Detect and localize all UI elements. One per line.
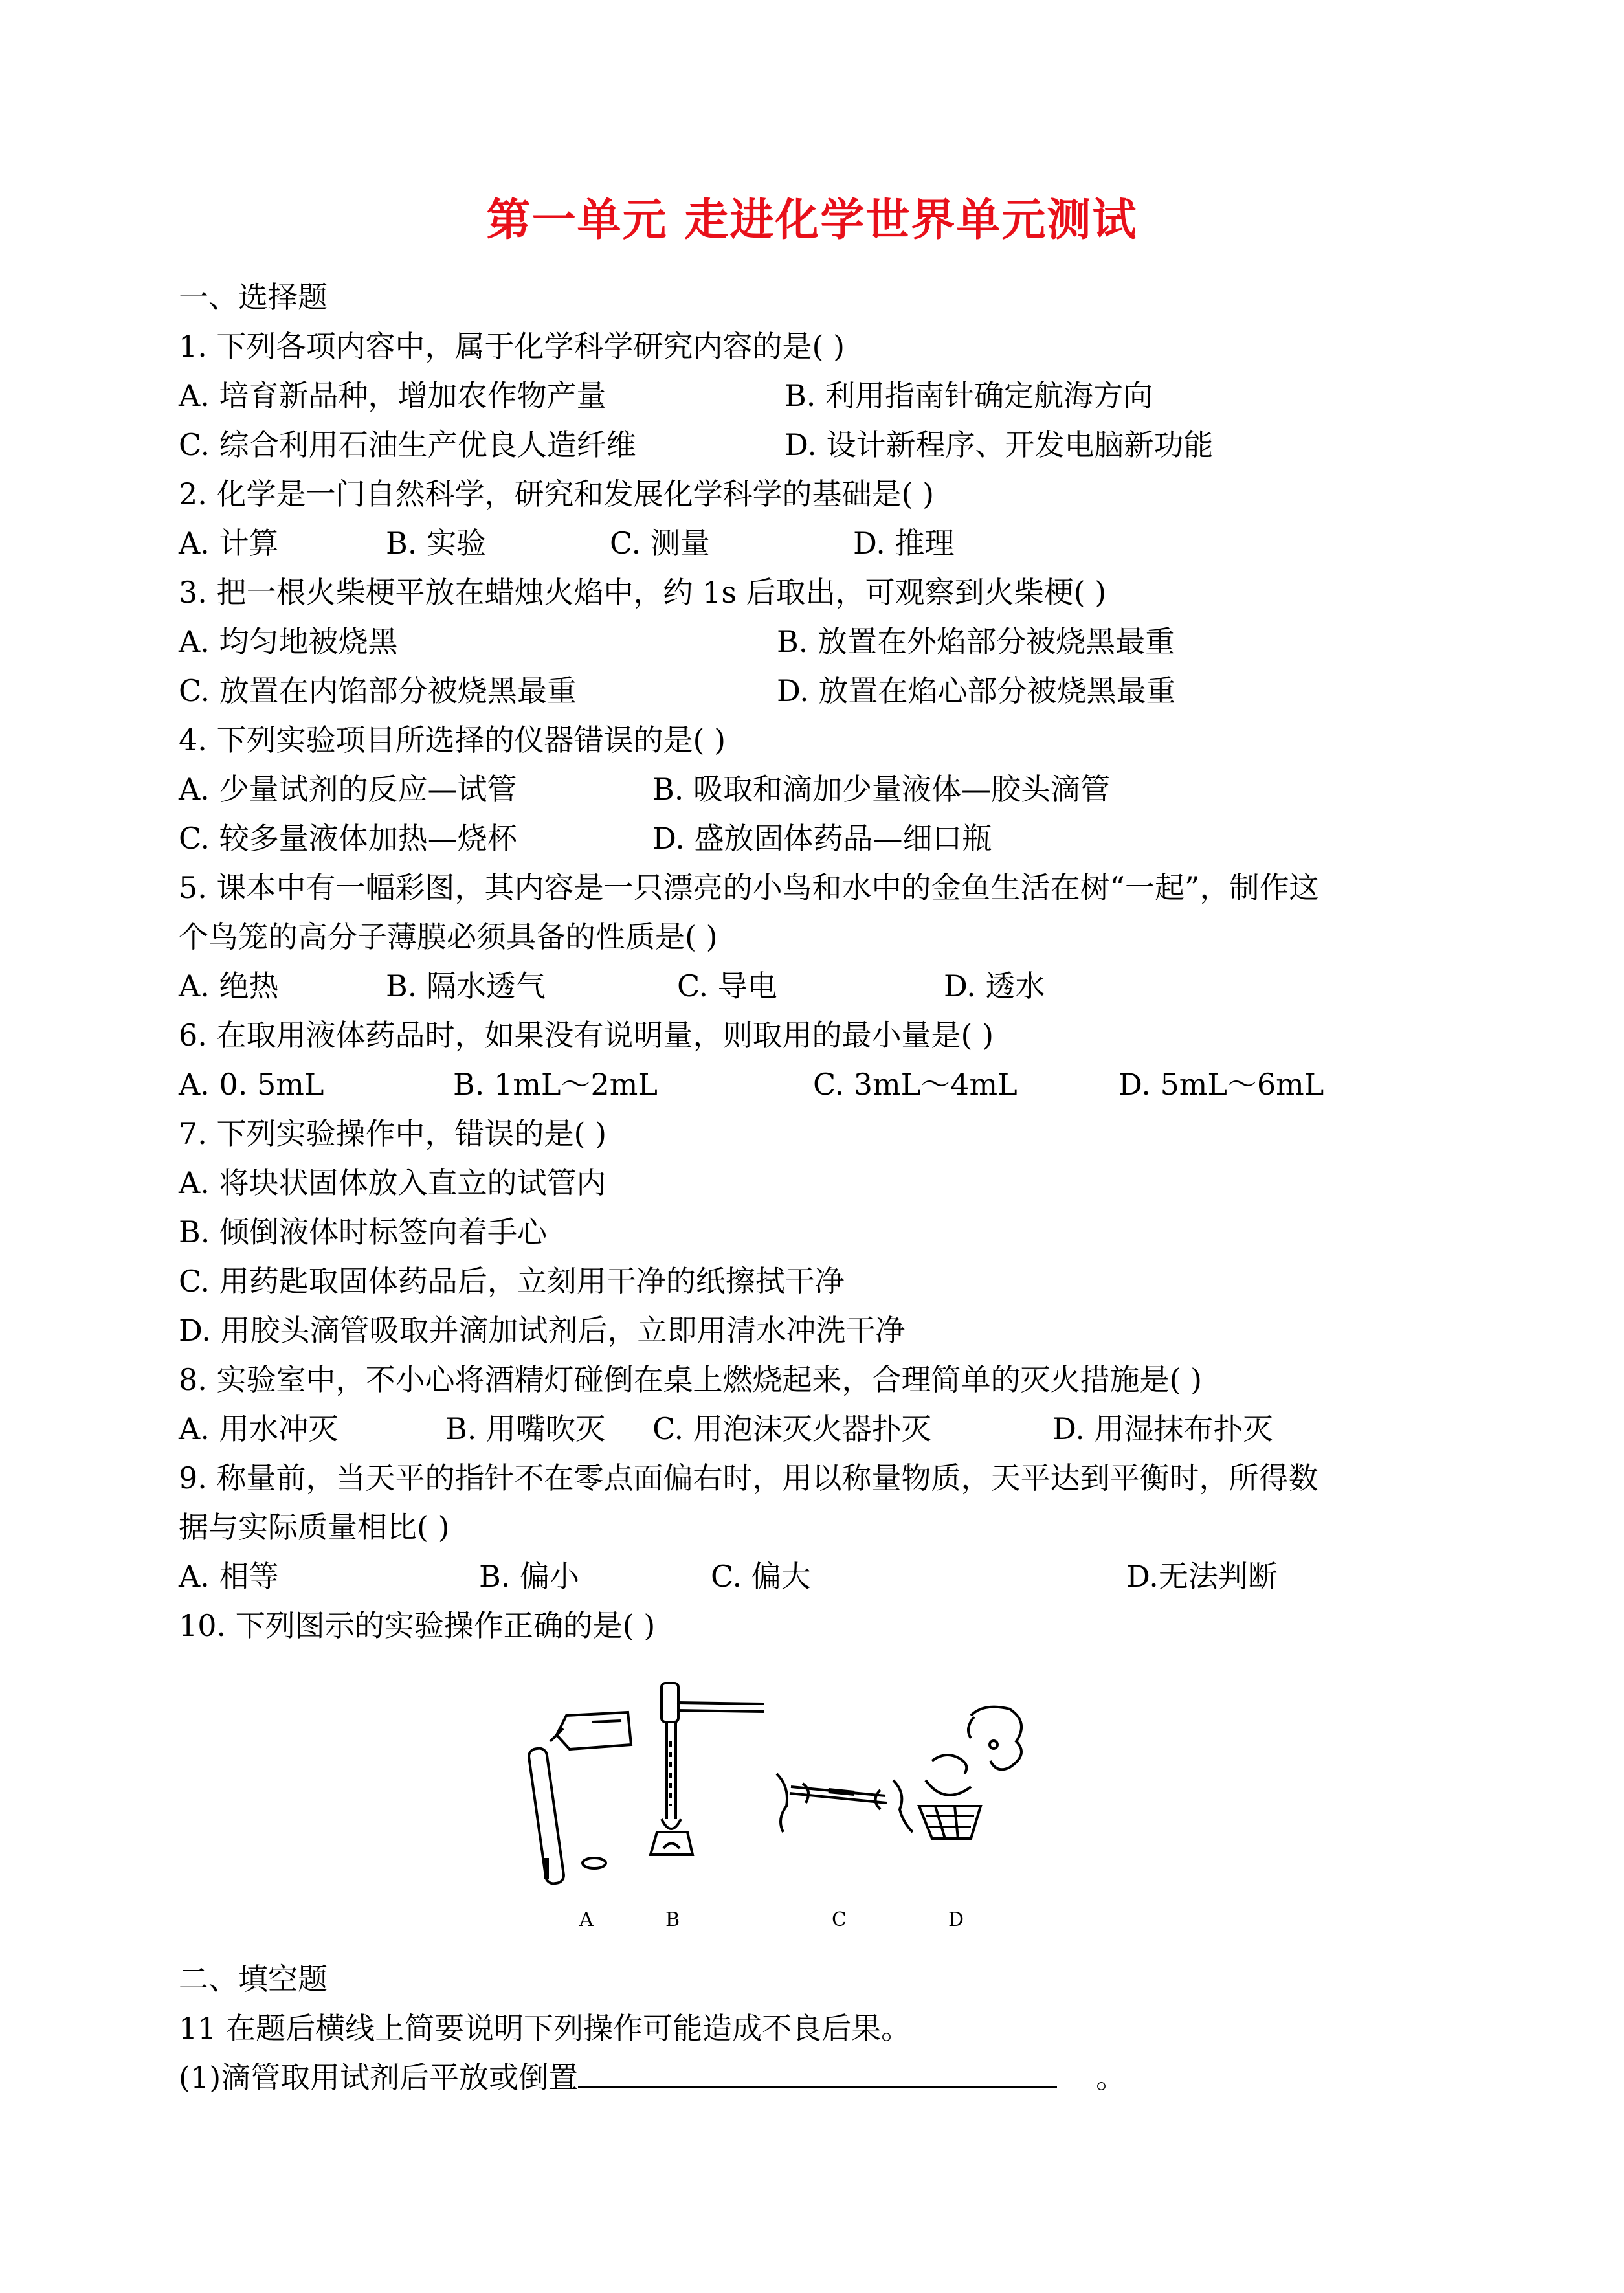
experiment-illustration <box>518 1677 1036 1936</box>
question-5-option-b: B. 隔水透气 <box>386 968 546 1003</box>
question-6-option-c: C. 3mL～4mL <box>813 1067 1018 1102</box>
question-11-item-1-end: 。 <box>1096 2060 1126 2095</box>
question-9-stem-line-2: 据与实际质量相比( ) <box>179 1510 450 1545</box>
question-8-option-b: B. 用嘴吹灭 <box>445 1411 606 1446</box>
question-1-option-d: D. 设计新程序、开发电脑新功能 <box>784 427 1214 462</box>
question-8-option-d: D. 用湿抹布扑灭 <box>1052 1411 1273 1446</box>
question-2-stem: 2. 化学是一门自然科学，研究和发展化学科学的基础是( ) <box>179 476 935 511</box>
question-3-stem: 3. 把一根火柴梗平放在蜡烛火焰中，约 1s 后取出，可观察到火柴梗( ) <box>179 575 1107 610</box>
question-3-option-a: A. 均匀地被烧黑 <box>179 624 398 659</box>
question-2-option-a: A. 计算 <box>179 526 279 561</box>
question-8-option-a: A. 用水冲灭 <box>179 1411 339 1446</box>
question-11-item-1-text: (1)滴管取用试剂后平放或倒置 <box>179 2060 579 2095</box>
question-2-option-d: D. 推理 <box>853 526 955 561</box>
section-heading-fill-in: 二、填空题 <box>179 1962 328 1997</box>
question-5-option-a: A. 绝热 <box>179 968 279 1003</box>
question-7-option-a: A. 将块状固体放入直立的试管内 <box>179 1165 606 1200</box>
page-title: 第一单元 走进化学世界单元测试 <box>486 194 1138 246</box>
question-7-option-c: C. 用药匙取固体药品后，立刻用干净的纸擦拭干净 <box>179 1264 845 1299</box>
question-3-option-b: B. 放置在外焰部分被烧黑最重 <box>777 624 1175 659</box>
figure-label-c: C <box>832 1908 847 1931</box>
question-5-stem-line-1: 5. 课本中有一幅彩图，其内容是一只漂亮的小鸟和水中的金鱼生活在树“一起”，制作这 <box>179 870 1319 905</box>
answer-blank[interactable] <box>578 2060 1057 2088</box>
figure-a-pouring <box>528 1712 631 1885</box>
question-9-option-a: A. 相等 <box>179 1559 279 1594</box>
question-4-option-b: B. 吸取和滴加少量液体—胶头滴管 <box>652 772 1111 807</box>
question-6-option-b: B. 1mL～2mL <box>453 1067 658 1102</box>
question-10-stem: 10. 下列图示的实验操作正确的是( ) <box>179 1608 656 1643</box>
question-1-option-c: C. 综合利用石油生产优良人造纤维 <box>179 427 636 462</box>
question-7-stem: 7. 下列实验操作中，错误的是( ) <box>179 1116 607 1151</box>
question-5-option-c: C. 导电 <box>677 968 777 1003</box>
question-4-option-a: A. 少量试剂的反应—试管 <box>179 772 517 807</box>
question-6-stem: 6. 在取用液体药品时，如果没有说明量，则取用的最小量是( ) <box>179 1018 994 1053</box>
question-9-option-c: C. 偏大 <box>711 1559 811 1594</box>
question-9-option-b: B. 偏小 <box>479 1559 580 1594</box>
figure-label-d: D <box>948 1908 964 1931</box>
question-4-stem: 4. 下列实验项目所选择的仪器错误的是( ) <box>179 722 726 757</box>
question-11-item-1 <box>179 2060 1126 2096</box>
question-8-stem: 8. 实验室中，不小心将酒精灯碰倒在桌上燃烧起来，合理简单的灭火措施是( ) <box>179 1362 1203 1397</box>
question-6-option-a: A. 0. 5mL <box>179 1067 324 1102</box>
question-9-stem-line-1: 9. 称量前，当天平的指针不在零点面偏右时，用以称量物质，天平达到平衡时，所得数 <box>179 1460 1318 1495</box>
question-2-option-c: C. 测量 <box>610 526 710 561</box>
question-1-option-b: B. 利用指南针确定航海方向 <box>784 378 1153 413</box>
section-heading-choice: 一、选择题 <box>179 280 328 315</box>
question-11-stem: 11 在题后横线上简要说明下列操作可能造成不良后果。 <box>179 2011 911 2046</box>
figure-c-hands <box>777 1774 913 1832</box>
figure-d-blowing <box>919 1707 1021 1839</box>
question-1-option-a: A. 培育新品种，增加农作物产量 <box>179 378 606 413</box>
question-5-stem-line-2: 个鸟笼的高分子薄膜必须具备的性质是( ) <box>179 919 718 954</box>
figure-label-b: B <box>665 1908 680 1931</box>
question-7-option-b: B. 倾倒液体时标签向着手心 <box>179 1214 548 1249</box>
question-8-option-c: C. 用泡沫灭火器扑灭 <box>652 1411 931 1446</box>
question-5-option-d: D. 透水 <box>944 968 1045 1003</box>
figure-b-heating <box>651 1683 764 1855</box>
question-3-option-c: C. 放置在内馅部分被烧黑最重 <box>179 673 577 708</box>
figure-label-a: A <box>579 1908 594 1931</box>
question-2-option-b: B. 实验 <box>386 526 487 561</box>
question-4-option-d: D. 盛放固体药品—细口瓶 <box>652 821 992 856</box>
question-6-option-d: D. 5mL～6mL <box>1118 1067 1324 1102</box>
question-7-option-d: D. 用胶头滴管吸取并滴加试剂后，立即用清水冲洗干净 <box>179 1313 906 1348</box>
question-9-option-d: D.无法判断 <box>1126 1559 1278 1594</box>
question-3-option-d: D. 放置在焰心部分被烧黑最重 <box>777 673 1176 708</box>
question-1-stem: 1. 下列各项内容中，属于化学科学研究内容的是( ) <box>179 329 845 364</box>
question-4-option-c: C. 较多量液体加热—烧杯 <box>179 821 517 856</box>
